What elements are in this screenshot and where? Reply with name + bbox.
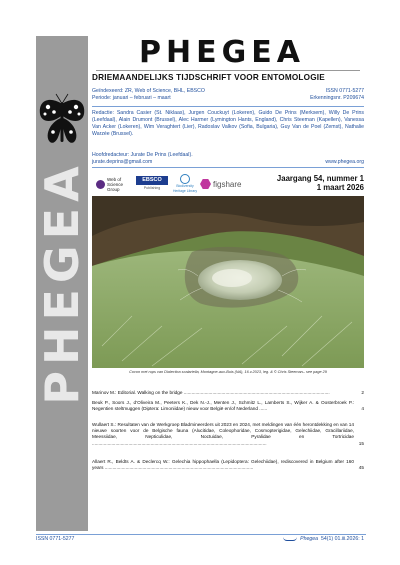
journal-subtitle: DRIEMAANDELIJKS TIJDSCHRIFT VOOR ENTOMOLOGIE bbox=[92, 73, 325, 82]
editorial-board: Redactie: Sandra Casier (St. Niklaas), Jurgen Couckuyt (Lokeren), Guido De Prins (Merksem), Willy De Prins (Leefdaal), Alain Drumont (Brussel), Alec Harmer (Lymington Hants, England), Chris Steeman (Kapellen), Vanessa Van Acker (Lokeren), Wim Veraghtert (Lier), Radoslav Valkov (Sofia, Bulgaria), Guy Van de Poel (Zemst), Nathalie Warzée (Brussel). bbox=[92, 110, 364, 137]
toc-entry[interactable] bbox=[92, 459, 364, 471]
cover-photo bbox=[92, 196, 364, 368]
email-link[interactable]: jurate.deprins@gmail.com bbox=[92, 159, 153, 165]
footer-issn: ISSN 0771-5277 bbox=[36, 536, 75, 542]
divider bbox=[92, 106, 364, 107]
footer-citation bbox=[283, 536, 364, 542]
moth-icon bbox=[36, 92, 88, 158]
issue-date: 1 maart 2026 bbox=[316, 183, 364, 192]
toc-entry-text: Wullaert S.: Resultaten van de Werkgroep Bladmineerders uit 2023 en 2024, met meldingen van één herontdekking en van 14 nieuwe soorten voor de Belgische fauna (Alucitidae, Coleophoridae, Cosmopterigidae, Gelechiidae, Gracillariidae, Meessiidae, Nepticulidae, Noctuidae, Pyralidae en Tortricidae ...................................................................................................................................... bbox=[92, 422, 354, 446]
figshare-logo: figshare bbox=[200, 174, 246, 194]
period-text: Periode: januari – februari – maart bbox=[92, 95, 171, 101]
web-of-science-logo: Web of Science Group bbox=[96, 174, 132, 194]
bhl-icon bbox=[180, 174, 190, 184]
toc-entry-text: Allaert R., Beldts A. & Declercq W.: Gelechia hippophaella (Lepidoptera: Gelechiidae), rediscovered in Belgium after 160 years .................................................................................................................. bbox=[92, 459, 354, 471]
figshare-icon bbox=[200, 179, 211, 190]
website-link[interactable]: www.phegea.org bbox=[325, 159, 364, 165]
toc-entry[interactable] bbox=[92, 400, 364, 412]
recognition-number: Erkenningsnr. P209674 bbox=[310, 95, 364, 101]
toc-entry[interactable] bbox=[92, 390, 364, 396]
side-band-title: PHEGEA bbox=[35, 160, 89, 405]
toc-entry[interactable] bbox=[92, 422, 364, 447]
indexing-logos bbox=[96, 174, 246, 194]
footer-divider bbox=[36, 534, 366, 535]
divider bbox=[92, 167, 364, 168]
toc-entry-page: 15 bbox=[358, 440, 364, 446]
period-row bbox=[92, 95, 364, 102]
photo-caption: Cocon met rups van Dialectica scalariella, Montagne-aux-Buis (NA), 16.v.2023, leg. & © Chris Steeman– see page 29 bbox=[129, 370, 327, 374]
toc-entry-page: 4 bbox=[361, 406, 364, 412]
leaf-icon bbox=[283, 537, 297, 541]
chief-editor: Hoofdredacteur: Jurate De Prins (Leefdaal). bbox=[92, 152, 193, 158]
issue-info bbox=[250, 174, 364, 192]
footer-journal: Phegea bbox=[300, 536, 319, 542]
bhl-logo: Biodiversity Heritage Library bbox=[172, 174, 198, 194]
toc-entry-page: 45 bbox=[358, 465, 364, 471]
issn-text: ISSN 0771-5277 bbox=[325, 88, 364, 94]
volume-number: Jaargang 54, nummer 1 bbox=[276, 174, 364, 183]
logo-divider bbox=[96, 70, 360, 71]
journal-logo: PHEGEA bbox=[139, 35, 305, 70]
toc-entry-page: 2 bbox=[361, 390, 364, 395]
indexing-row bbox=[92, 88, 364, 95]
indexed-text: Geïndexeerd: ZR, Web of Science, BHL, EBSCO bbox=[92, 88, 205, 94]
toc-entry-text: Beuk P., Soors J., d’Oliveira M., Peeters K., Dek N.-J., Menten J., Schmitz L., Lamberts S., Wijker A. & Oosterbroek P.: Negentien steltmuggen (Diptera: Limoniidae) nieuw voor België en/of Nederland ...... bbox=[92, 400, 354, 412]
footer-issue-ref: 54(1) 01.iii.2026: 1 bbox=[321, 536, 364, 542]
web-of-science-icon bbox=[96, 180, 105, 189]
ebsco-logo: EBSCO Publishing bbox=[136, 174, 168, 194]
toc-entry-text: Marinov M.: Editorial. Walking on the bridge ................................................................................................................ bbox=[92, 390, 330, 395]
contact-row bbox=[92, 159, 364, 165]
